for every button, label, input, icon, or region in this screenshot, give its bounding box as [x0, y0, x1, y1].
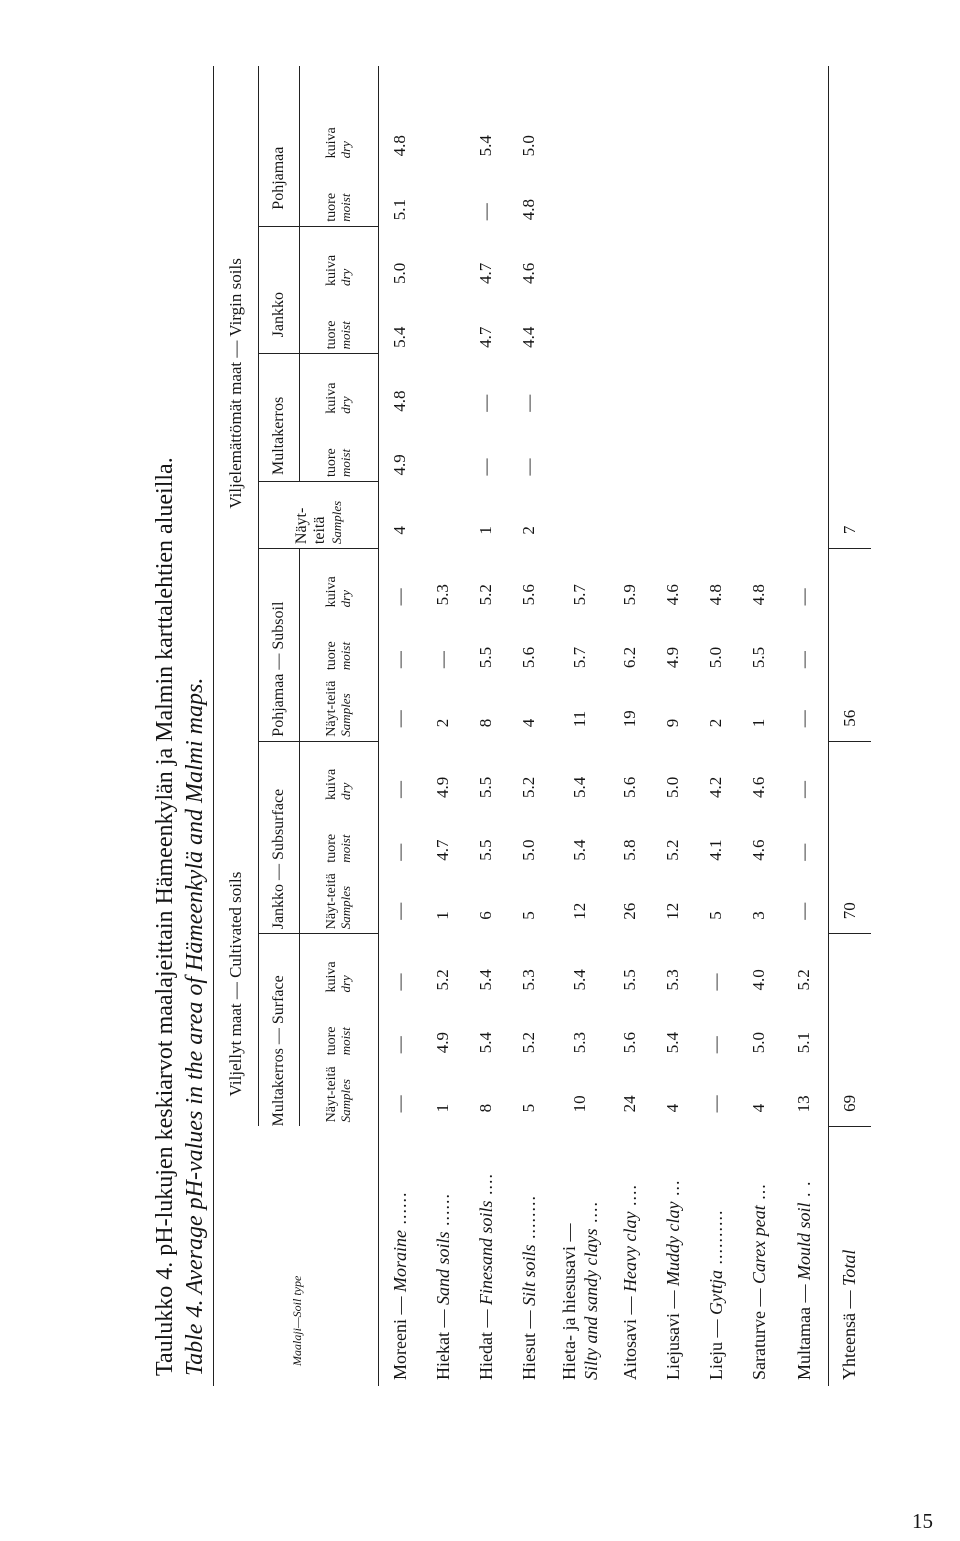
soil-type-label: Multamaa — Mould soil . . [793, 1180, 814, 1380]
table-cell: 3 [749, 911, 768, 920]
table-cell: 5.3 [433, 584, 452, 606]
table-cell [781, 354, 829, 418]
table-cell: 5.5 [476, 646, 495, 669]
header-dry: kuiva dry [300, 549, 379, 612]
soil-type-label: Hiekat — Sand soils ...... [432, 1193, 453, 1380]
table-cell [738, 66, 781, 162]
table-cell: — [706, 1036, 725, 1054]
header-moist: tuore moist [300, 997, 379, 1060]
table-cell: 5.4 [476, 135, 495, 157]
table-cell: 4.8 [390, 390, 410, 412]
table-cell: 4.6 [519, 262, 538, 285]
table-cell: 1 [433, 1103, 452, 1113]
total-cell [829, 611, 871, 674]
header-samples: Näyt-teitä Samples [300, 674, 379, 741]
table-cell [652, 418, 695, 482]
soil-type-label: Aitosavi — Heavy clay .... [619, 1184, 640, 1380]
header-virgin-mould: Multakerros [259, 354, 300, 482]
table-cell [738, 354, 781, 418]
header-dry: kuiva dry [300, 66, 379, 162]
table-cell: 5.4 [476, 969, 495, 991]
table-cell: 26 [620, 902, 639, 920]
table-cell: 5.7 [569, 584, 589, 606]
table-cell: 5.1 [794, 1032, 814, 1054]
table-cell: 2 [706, 718, 725, 728]
total-cell: 69 [829, 1059, 871, 1126]
table-cell: 12 [569, 902, 589, 920]
table-cell: 4.9 [433, 1032, 452, 1054]
table-cell: 5.0 [663, 776, 682, 798]
total-row [829, 66, 871, 1386]
table-cell: 5.6 [620, 776, 639, 798]
table-cell: — [706, 973, 725, 991]
total-cell [829, 418, 871, 482]
table-cell: — [390, 710, 410, 728]
table-cell: — [794, 588, 814, 606]
table-cell: 4.9 [663, 646, 682, 669]
header-subsurface: Jankko — Subsurface [259, 741, 300, 934]
table-cell: 5.0 [749, 1032, 768, 1054]
header-samples: Näyt-teitä Samples [300, 867, 379, 934]
table-cell: 5.6 [519, 584, 538, 606]
table-cell [652, 162, 695, 226]
table-cell [609, 66, 652, 162]
table-row [652, 66, 695, 1386]
table-cell: 4.9 [390, 454, 410, 476]
table-cell: — [433, 651, 452, 669]
soil-type-label: Lieju — Gyttja .......... [705, 1209, 726, 1380]
table-row [422, 66, 465, 1386]
table-cell [609, 354, 652, 418]
header-subsoil: Pohjamaa — Subsoil [259, 549, 300, 742]
table-cell [422, 66, 465, 162]
table-cell: — [390, 588, 410, 606]
table-cell: 5.1 [390, 198, 410, 221]
table-cell [422, 290, 465, 354]
table-cell: 13 [794, 1095, 814, 1113]
table-cell [422, 354, 465, 418]
table-cell [781, 290, 829, 354]
table-cell: 5.2 [433, 969, 452, 991]
total-cell: 70 [829, 867, 871, 934]
table-cell: 1 [749, 718, 768, 728]
table-cell [738, 482, 781, 549]
table-row [781, 66, 829, 1386]
table-cell: 4.0 [749, 969, 768, 991]
table-cell [781, 66, 829, 162]
table-row [551, 66, 609, 1386]
table-cell: 5.6 [519, 646, 538, 669]
table-cell: 8 [476, 1103, 495, 1113]
table-cell [781, 418, 829, 482]
table-cell: 12 [663, 902, 682, 920]
table-cell: 4.8 [706, 584, 725, 606]
table-cell: 6 [476, 911, 495, 920]
table-cell: 5.4 [390, 326, 410, 348]
page-number: 15 [912, 1509, 933, 1533]
table-row [695, 66, 738, 1386]
total-cell [829, 66, 871, 162]
table-cell: — [794, 710, 814, 728]
table-cell [695, 290, 738, 354]
header-cultivated: Viljellyt maat — Cultivated soils [214, 549, 259, 1127]
table-cell: 4.6 [749, 776, 768, 798]
table-cell: 5 [519, 911, 538, 920]
table-cell: 5.2 [476, 584, 495, 606]
header-moist: tuore moist [300, 290, 379, 354]
header-virgin: Viljelemättömät maat — Virgin soils [214, 66, 259, 549]
header-virgin-pohja: Pohjamaa [259, 66, 300, 226]
total-label: Yhteensä — Total [829, 1126, 871, 1386]
total-cell: 56 [829, 674, 871, 741]
table-cell [551, 354, 609, 418]
table-cell: — [476, 394, 495, 412]
header-soil-type: Maalaji—Soil type [214, 1126, 379, 1386]
table-cell [738, 226, 781, 290]
table-cell [609, 162, 652, 226]
table-cell: 5.3 [519, 969, 538, 991]
header-dry: kuiva dry [300, 226, 379, 290]
table-cell: — [390, 843, 410, 861]
table-cell: 5.3 [663, 969, 682, 991]
table-cell [695, 162, 738, 226]
total-cell [829, 354, 871, 418]
table-cell: 4.6 [749, 839, 768, 861]
soil-type-label: Moreeni — Moraine ...... [389, 1191, 410, 1380]
table-cell: 24 [620, 1095, 639, 1113]
table-cell: 4 [390, 526, 410, 535]
table-cell [422, 482, 465, 549]
table-cell: 10 [569, 1095, 589, 1113]
table-cell: 5 [519, 1103, 538, 1113]
table-cell: 4 [519, 718, 538, 728]
table-cell [551, 66, 609, 162]
table-cell: 6.2 [620, 646, 639, 669]
table-cell [422, 418, 465, 482]
header-dry: kuiva dry [300, 354, 379, 418]
table-cell: — [794, 780, 814, 798]
table-cell: 4 [663, 1103, 682, 1113]
table-cell [781, 162, 829, 226]
header-dry: kuiva dry [300, 934, 379, 997]
table-cell: 4.8 [390, 135, 410, 157]
table-cell: 5.2 [663, 839, 682, 861]
total-cell [829, 162, 871, 226]
table-caption [150, 26, 210, 1376]
table-cell: 5.4 [569, 969, 589, 991]
table-cell [738, 418, 781, 482]
table-cell [609, 290, 652, 354]
table-cell: 5.5 [476, 839, 495, 861]
ph-table [213, 66, 871, 1386]
table-cell [652, 482, 695, 549]
table-cell: — [794, 843, 814, 861]
header-moist: tuore moist [300, 804, 379, 867]
table-cell: 4 [749, 1103, 768, 1113]
table-row [738, 66, 781, 1386]
table-cell: — [390, 780, 410, 798]
table-row [609, 66, 652, 1386]
header-moist: tuore moist [300, 611, 379, 674]
table-cell [609, 418, 652, 482]
table-cell [695, 418, 738, 482]
table-cell: 5.3 [569, 1032, 589, 1054]
soil-type-label: Saraturve — Carex peat ... [748, 1183, 769, 1380]
table-cell: 5.2 [519, 1032, 538, 1054]
table-row [465, 66, 508, 1386]
caption-finnish: Taulukko 4. pH-lukujen keskiarvot maalajeittain Hämeenkylän ja Malmin karttalehtien alueilla. [152, 457, 178, 1376]
table-cell: 5.5 [749, 646, 768, 669]
table-cell: 5.5 [620, 969, 639, 991]
table-cell: 11 [569, 710, 589, 728]
total-cell [829, 549, 871, 612]
table-cell: — [706, 1095, 725, 1113]
table-cell: — [519, 458, 538, 476]
total-cell [829, 290, 871, 354]
table-cell: 5.4 [569, 839, 589, 861]
table-cell [652, 66, 695, 162]
table-cell [695, 354, 738, 418]
table-cell [551, 162, 609, 226]
table-cell: 4.7 [433, 839, 452, 861]
table-cell [781, 482, 829, 549]
table-cell [652, 226, 695, 290]
table-cell [551, 226, 609, 290]
table-cell: 5.6 [620, 1032, 639, 1054]
table-cell: — [794, 651, 814, 669]
total-cell [829, 997, 871, 1060]
table-cell: — [390, 651, 410, 669]
table-cell: 5.0 [519, 135, 538, 157]
header-virgin-jankko: Jankko [259, 226, 300, 354]
table-cell: 9 [663, 718, 682, 728]
table-cell [422, 226, 465, 290]
table-cell: 2 [519, 526, 538, 535]
table-cell: 5.5 [476, 776, 495, 798]
table-cell: 5.9 [620, 584, 639, 606]
table-cell [609, 482, 652, 549]
header-moist: tuore moist [300, 162, 379, 226]
table-cell: — [390, 973, 410, 991]
table-cell: 5.4 [569, 776, 589, 798]
table-cell [738, 162, 781, 226]
table-cell: 5.0 [706, 646, 725, 669]
table-cell: 4.8 [749, 584, 768, 606]
table-cell: 5.2 [794, 969, 814, 991]
total-cell: 7 [829, 482, 871, 549]
table-row [508, 66, 551, 1386]
table-cell: 5.4 [663, 1032, 682, 1054]
table-cell: 5.7 [569, 646, 589, 669]
header-virgin-samples: Näyt-teitä Samples [259, 482, 379, 549]
table-cell [695, 66, 738, 162]
soil-type-label: Hieta- ja hiesusavi — Silty and sandy clays .... [558, 1201, 601, 1380]
table-cell: 4.2 [706, 776, 725, 798]
caption-english: Table 4. Average pH-values in the area of Hämeenkylä and Malmi maps. [182, 677, 208, 1376]
table-cell [609, 226, 652, 290]
total-cell [829, 226, 871, 290]
table-cell: 1 [476, 526, 495, 535]
table-cell: — [794, 902, 814, 920]
table-cell [738, 290, 781, 354]
table-cell: — [519, 394, 538, 412]
table-cell: 4.1 [706, 839, 725, 861]
table-cell: 4.9 [433, 776, 452, 798]
table-cell: 5.0 [390, 262, 410, 285]
total-cell [829, 934, 871, 997]
table-cell: 5.2 [519, 776, 538, 798]
table-cell [781, 226, 829, 290]
table-cell [551, 418, 609, 482]
soil-type-label: Hiesut — Silt soils ........ [518, 1194, 539, 1380]
soil-type-label: Liejusavi — Muddy clay ... [662, 1179, 683, 1380]
table-cell [695, 482, 738, 549]
table-cell: 19 [620, 710, 639, 728]
table-cell: — [390, 1036, 410, 1054]
total-cell [829, 804, 871, 867]
soil-type-label: Hiedat — Finesand soils .... [475, 1173, 496, 1380]
table-cell: 1 [433, 911, 452, 920]
table-cell: 8 [476, 718, 495, 728]
table-cell: 4.6 [663, 584, 682, 606]
table-row [379, 66, 422, 1386]
table-cell: 5.4 [476, 1032, 495, 1054]
table-cell [652, 290, 695, 354]
total-cell [829, 741, 871, 804]
table-cell: — [390, 1095, 410, 1113]
table-cell [551, 290, 609, 354]
table-cell: 4.7 [476, 326, 495, 348]
table-cell [422, 162, 465, 226]
table-cell: 4.4 [519, 326, 538, 348]
table-cell [695, 226, 738, 290]
table-cell: — [390, 902, 410, 920]
table-cell: 4.7 [476, 262, 495, 285]
header-surface: Multakerros — Surface [259, 934, 300, 1127]
table-cell: 2 [433, 718, 452, 728]
table-cell: — [476, 203, 495, 221]
table-cell: 4.8 [519, 198, 538, 221]
header-samples: Näyt-teitä Samples [300, 1059, 379, 1126]
table-cell [652, 354, 695, 418]
table-cell: 5.8 [620, 839, 639, 861]
table-cell: — [476, 458, 495, 476]
header-dry: kuiva dry [300, 741, 379, 804]
header-moist: tuore moist [300, 418, 379, 482]
table-cell: 5 [706, 911, 725, 920]
table-cell: 5.0 [519, 839, 538, 861]
table-cell [551, 482, 609, 549]
